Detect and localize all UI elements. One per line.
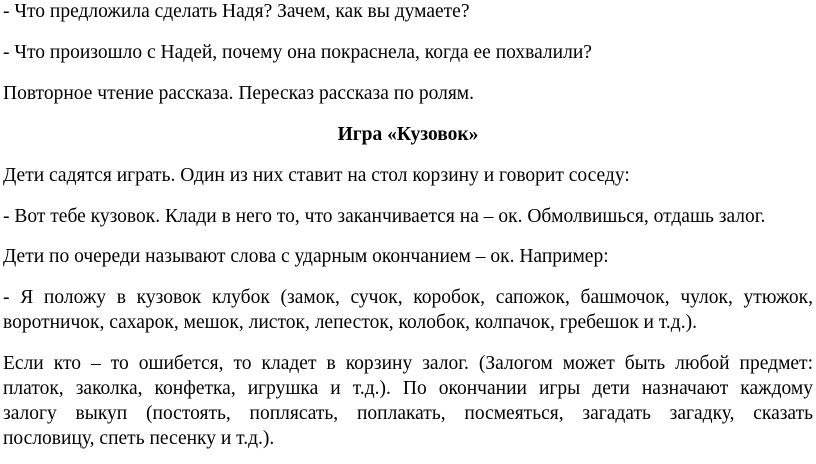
example-line-2: воротничок, сахарок, мешок, листок, лепесток, колобок, колпачок, гребешок и т.д.). <box>3 312 697 333</box>
game-instruction: - Вот тебе кузовок. Клади в него то, что заканчивается на – ок. Обмолвишься, отдашь залог. <box>3 206 766 227</box>
forfeit-line-2: платок, заколка, конфетка, игрушка и т.д.). По окончании игры дети назначают каждому <box>3 378 813 399</box>
game-intro: Дети садятся играть. Один из них ставит на стол корзину и говорит соседу: <box>3 165 630 186</box>
game-rule: Дети по очереди называют слова с ударным окончанием – ок. Например: <box>3 246 609 267</box>
game-title: Игра «Кузовок» <box>337 124 479 145</box>
forfeit-line-1: Если кто – то ошибется, то кладет в корзину залог. (Залогом может быть любой предмет: <box>3 353 813 374</box>
question-2: - Что произошло с Надей, почему она покраснела, когда ее похвалили? <box>3 42 592 63</box>
forfeit-line-4: пословицу, спеть песенку и т.д.). <box>3 428 275 449</box>
forfeit-paragraph <box>3 351 813 451</box>
retelling-paragraph: Повторное чтение рассказа. Пересказ рассказа по ролям. <box>3 83 475 104</box>
question-1: - Что предложила сделать Надя? Зачем, как вы думаете? <box>3 1 470 22</box>
example-paragraph <box>3 285 813 335</box>
forfeit-line-3: залогу выкуп (постоять, поплясать, поплакать, посмеяться, загадать загадку, сказать <box>3 403 813 424</box>
example-line-1: - Я положу в кузовок клубок (замок, сучок, коробок, сапожок, башмочок, чулок, утюжок, <box>3 287 813 308</box>
